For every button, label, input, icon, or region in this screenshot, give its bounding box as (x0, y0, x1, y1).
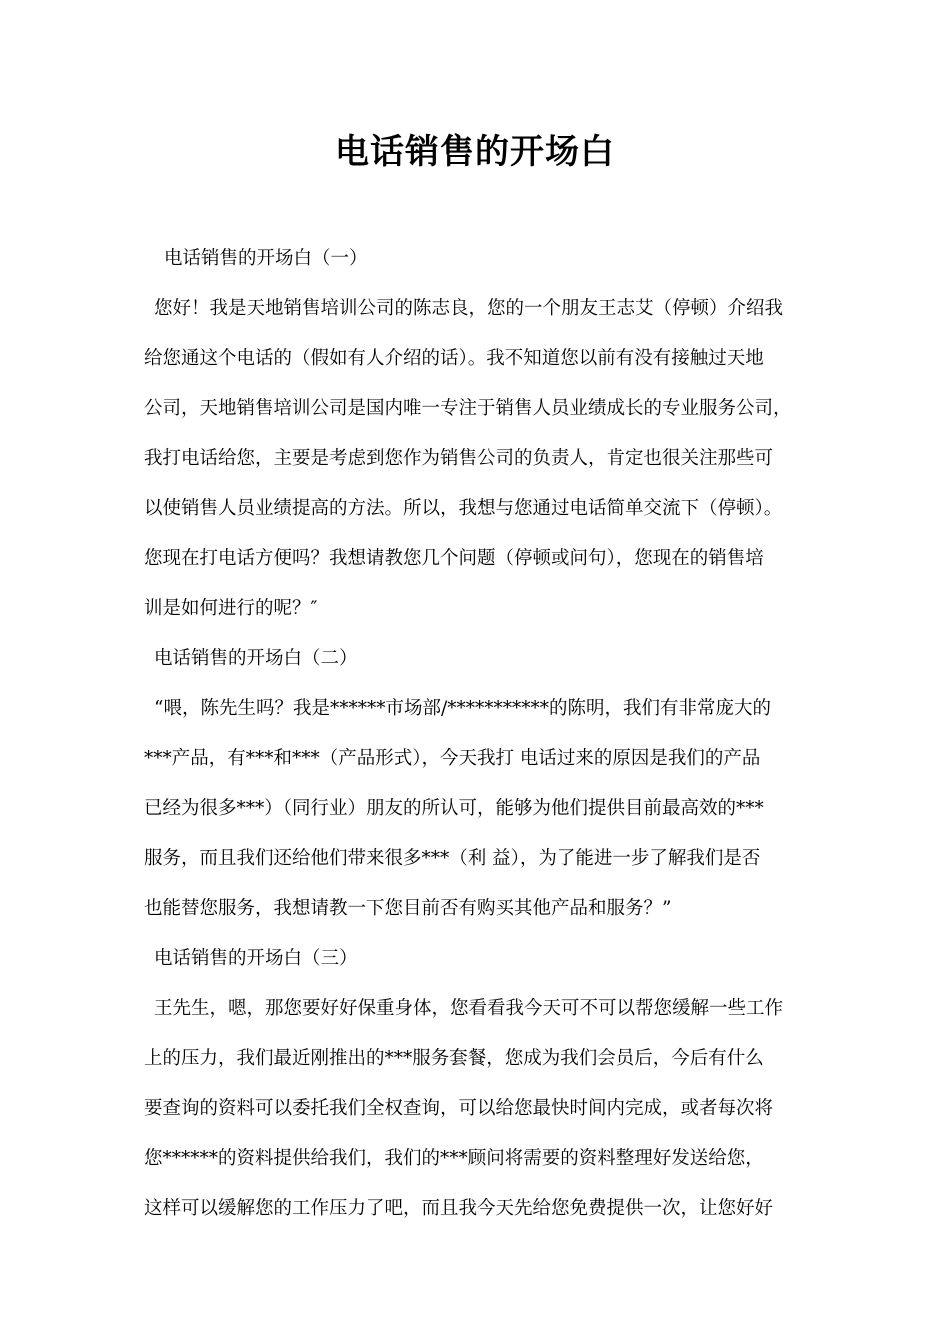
paragraph-line: 您现在打电话方便吗？我想请教您几个问题（停顿或问句），您现在的销售培 (144, 548, 764, 569)
paragraph-line: 我打电话给您，主要是考虑到您作为销售公司的负责人，肯定也很关注那些可 (144, 448, 774, 469)
paragraph-line: 王先生，嗯，那您要好好保重身体，您看看我今天可不可以帮您缓解一些工作 (154, 998, 784, 1019)
document-title: 电话销售的开场白 (335, 132, 615, 172)
paragraph-line: “喂，陈先生吗？我是******市场部/***********的陈明，我们有非常庞大的 (154, 698, 771, 719)
section-heading-3: 电话销售的开场白（三） (154, 948, 358, 969)
paragraph-line: 这样可以缓解您的工作压力了吧，而且我今天先给您免费提供一次，让您好好 (144, 1198, 774, 1219)
section-heading-1: 电话销售的开场白（一） (164, 248, 368, 269)
paragraph-line: 服务，而且我们还给他们带来很多***（利 益），为了能进一步了解我们是否 (144, 848, 761, 869)
paragraph-line: 公司，天地销售培训公司是国内唯一专注于销售人员业绩成长的专业服务公司， (144, 398, 792, 419)
paragraph-line: ***产品，有***和***（产品形式），今天我打 电话过来的原因是我们的产品 (144, 748, 761, 769)
paragraph-line: 上的压力，我们最近刚推出的***服务套餐，您成为我们会员后，今后有什么 (144, 1048, 764, 1069)
paragraph-line: 训是如何进行的呢？″ (144, 598, 318, 619)
paragraph-line: 以使销售人员业绩提高的方法。所以，我想与您通过电话简单交流下（停顿）。 (144, 498, 783, 519)
paragraph-line: 您******的资料提供给我们，我们的***顾问将需要的资料整理好发送给您， (144, 1148, 764, 1169)
paragraph-line: 给您通这个电话的（假如有人介绍的话）。我不知道您以前有没有接触过天地 (144, 348, 764, 369)
document-body (144, 246, 824, 1246)
section-heading-2: 电话销售的开场白（二） (154, 648, 358, 669)
paragraph-line: 您好！我是天地销售培训公司的陈志良，您的一个朋友王志艾（停顿）介绍我 (154, 298, 784, 319)
paragraph-line: 已经为很多***）（同行业）朋友的所认可，能够为他们提供目前最高效的*** (144, 798, 764, 819)
paragraph-line: 要查询的资料可以委托我们全权查询，可以给您最快时间内完成，或者每次将 (144, 1098, 774, 1119)
paragraph-line: 也能替您服务，我想请教一下您目前否有购买其他产品和服务？” (144, 898, 672, 919)
